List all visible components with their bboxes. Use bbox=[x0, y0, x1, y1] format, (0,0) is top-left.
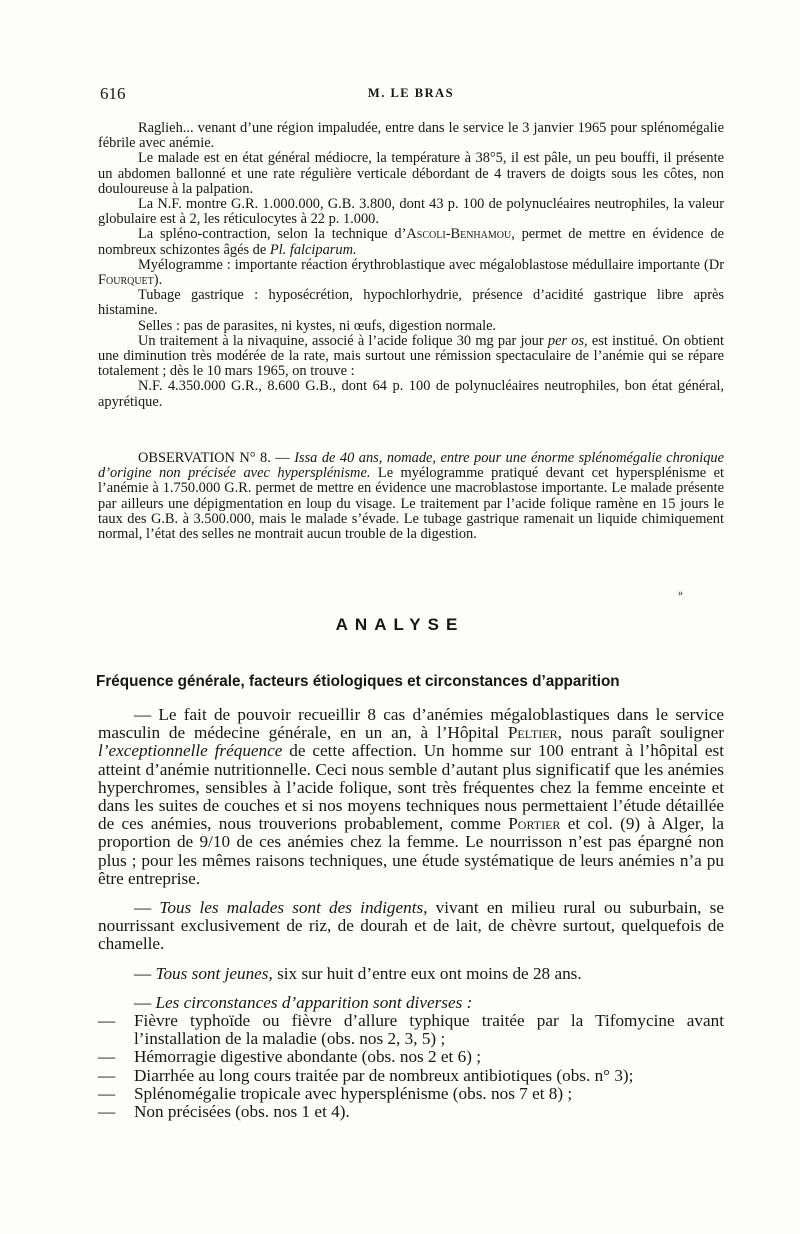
section-subheading: Fréquence générale, facteurs étiologiques et circonstances d’apparition bbox=[96, 673, 620, 690]
paragraph: — Les circonstances d’apparition sont diverses : bbox=[134, 992, 473, 1012]
paragraph: — Le fait de pouvoir recueillir 8 cas d’anémies mégaloblastiques dans le service masculin de médecine générale, en un an, à l’Hôpital Peltier, nous paraît souligner l’exceptionnelle fréquence de cette affection. Un homme sur 100 entrant à l’hôpital est atteint d’anémie nutritionnelle. Ceci nous semble d’autant plus significatif que les anémies hyperchromes, sensibles à l’acide folique, sont très fréquentes chez la femme enceinte et dans les suites de couches et si nos moyens techniques nous permettaient l’étude détaillée de ces anémies, nous trouverions probablement, comme Portier et col. (9) à Alger, la proportion de 9/10 de ces anémies chez la femme. Le nourrisson n’est pas épargné non plus ; pour les mêmes raisons techniques, une étude systématique de leurs anémies n’a pu être entreprise. bbox=[98, 705, 724, 888]
paragraph: Raglieh... venant d’une région impaludée, entre dans le service le 3 janvier 1965 pour splénomégalie fébrile avec anémie. bbox=[98, 120, 724, 152]
list-item: — Diarrhée au long cours traitée par de nombreux antibiotiques (obs. n° 3); bbox=[98, 1065, 634, 1085]
observation-8 bbox=[98, 451, 724, 542]
paragraph: Le malade est en état général médiocre, la température à 38°5, il est pâle, un peu bouffi, il présente un abdomen ballonné et une rate régulière verticale débordant de 4 travers de doigts sous les côtes, non douloureuse à la palpation. bbox=[98, 150, 724, 197]
paragraph: — Tous sont jeunes, six sur huit d’entre eux ont moins de 28 ans. bbox=[134, 963, 582, 983]
paragraph: — Tous les malades sont des indigents, vivant en milieu rural ou suburbain, se nourrissant exclusivement de riz, de dourah et de lait, de chèvre surtout, quelquefois de chamelle. bbox=[98, 898, 724, 954]
section-title: ANALYSE bbox=[335, 615, 465, 634]
paragraph: Un traitement à la nivaquine, associé à l’acide folique 30 mg par jour per os, est institué. On obtient une diminution très modérée de la rate, mais surtout une rémission spectaculaire de l’anémie qui se répare totalement ; dès le 10 mars 1965, on trouve : bbox=[98, 332, 724, 380]
running-head: M. LE BRAS bbox=[367, 86, 455, 100]
paragraph: Myélogramme : importante réaction érythroblastique avec mégaloblastose médullaire importante (Dr Fourquet). bbox=[98, 256, 724, 289]
list-item: — Hémorragie digestive abondante (obs. nos 2 et 6) ; bbox=[98, 1047, 481, 1067]
paragraph: Selles : pas de parasites, ni kystes, ni œufs, digestion normale. bbox=[138, 317, 497, 334]
analysis-text bbox=[98, 706, 724, 1121]
paragraph: OBSERVATION N° 8. — Issa de 40 ans, nomade, entre pour une énorme splénomégalie chronique d’origine non précisée avec hypersplénisme. Le myélogramme pratiqué devant cet hypersplénisme et l’anémie à 1.750.000 G.R. permet de mettre en évidence une macroblastose importante. Le malade présente par ailleurs une dépigmentation en loup du visage. Le traitement par l’acide folique ramène en 15 jours le taux des G.B. à 3.500.000, mais le malade s’évade. Le tubage gastrique ramenait un liquide chimiquement normal, l’état des selles ne montrait aucun trouble de la digestion. bbox=[98, 450, 724, 543]
paragraph: N.F. 4.350.000 G.R., 8.600 G.B., dont 64 p. 100 de polynucléaires neutrophiles, bon état général, apyrétique. bbox=[98, 378, 724, 410]
page-header bbox=[100, 84, 722, 106]
circumstances-list bbox=[98, 1012, 724, 1121]
list-item: — Fièvre typhoïde ou fièvre d’allure typhique traitée par la Tifomycine avant l’installation de la maladie (obs. nos 2, 3, 5) ; bbox=[98, 1011, 724, 1049]
page-number: 616 bbox=[100, 84, 126, 103]
case-report-text bbox=[98, 121, 724, 410]
list-item: — Non précisées (obs. nos 1 et 4). bbox=[98, 1102, 350, 1122]
paragraph: Tubage gastrique : hyposécrétion, hypochlorhydrie, présence d’acidité gastrique libre après histamine. bbox=[98, 287, 724, 319]
paragraph: La N.F. montre G.R. 1.000.000, G.B. 3.800, dont 43 p. 100 de polynucléaires neutrophiles, la valeur globulaire est à 2, les réticulocytes à 22 p. 1.000. bbox=[98, 196, 724, 228]
paragraph: La spléno-contraction, selon la technique d’Ascoli-Benhamou, permet de mettre en évidence de nombreux schizontes âgés de Pl. falciparum. bbox=[98, 226, 725, 258]
stray-mark: » bbox=[678, 588, 683, 599]
list-item: — Splénomégalie tropicale avec hypersplénisme (obs. nos 7 et 8) ; bbox=[98, 1083, 573, 1103]
